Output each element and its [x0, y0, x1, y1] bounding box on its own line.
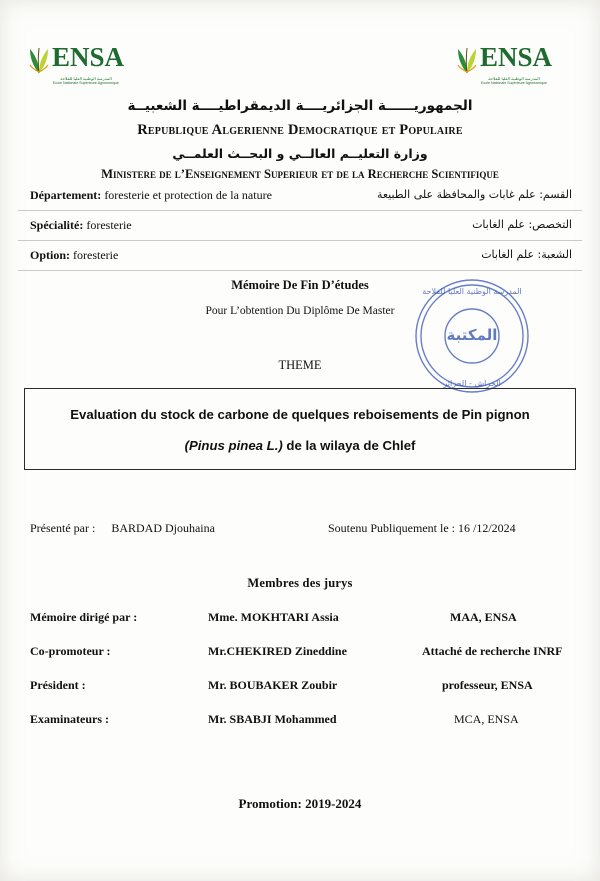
divider-1: [18, 210, 582, 211]
jury-role: Examinateurs :: [30, 712, 109, 726]
defence-date: [328, 521, 516, 536]
jury-person: Mr.CHEKIRED Zineddine: [208, 644, 347, 658]
jury-person: Mme. MOKHTARI Assia: [208, 610, 339, 624]
pour-obtention-line: Pour L’obtention Du Diplôme De Master: [205, 305, 395, 317]
jury-grade: Attaché de recherche INRF: [422, 644, 563, 658]
jury-role: Mémoire dirigé par :: [30, 610, 138, 624]
thesis-title-line1: Evaluation du stock de carbone de quelques reboisements de Pin pignon: [70, 407, 530, 422]
option-value-ar: علم الغابات: [481, 248, 535, 261]
divider-2: [18, 240, 582, 241]
option-value: foresterie: [73, 248, 119, 262]
specialite-label-ar: التخصص:: [528, 218, 572, 231]
departement-value: foresterie et protection de la nature: [104, 188, 272, 202]
jury-grade: professeur, ENSA: [442, 678, 533, 692]
thesis-title-line2: [185, 438, 416, 453]
ensa-subtitle-right-fr: Ecole Nationale Supérieure Agronomique: [481, 81, 547, 85]
ensa-subtitle-right: [456, 76, 572, 86]
ensa-subtitle-left-ar: المدرسة الوطنية العليا للفلاحة: [60, 76, 112, 81]
ensa-wordmark-right: ENSA: [480, 42, 553, 72]
presented-by-name: BARDAD Djouhaina: [111, 521, 215, 535]
option-label-ar: الشعبة:: [537, 248, 572, 261]
header-arabic-ministry: وزارة التعليــم العالــي و البحــث العلمــي: [172, 146, 428, 161]
jury-person: Mr. SBABJI Mohammed: [208, 712, 337, 726]
defence-date-value: 16 /12/2024: [458, 521, 516, 535]
thesis-title-species: (Pinus pinea L.): [184, 438, 283, 453]
option-label: Option:: [30, 248, 71, 262]
jury-role: Président :: [30, 678, 86, 692]
document-sheet: [18, 36, 582, 848]
specialite-line-ar: [472, 218, 572, 231]
jury-table: [30, 610, 570, 746]
departement-label-ar: القسم:: [539, 188, 572, 201]
option-line-ar: [481, 248, 572, 261]
jury-grade: MCA, ENSA: [454, 712, 519, 726]
ensa-logo-right: [454, 42, 572, 94]
departement-label: Département:: [30, 188, 102, 202]
ensa-logo-left: [26, 42, 144, 94]
ensa-subtitle-left-fr: Ecole Nationale Supérieure Agronomique: [53, 81, 119, 85]
jury-section-title: Membres des jurys: [247, 576, 353, 590]
specialite-value: foresterie: [86, 218, 132, 232]
jury-person: Mr. BOUBAKER Zoubir: [208, 678, 338, 692]
presented-by-label: Présenté par :: [30, 521, 96, 535]
presented-by: [30, 521, 215, 536]
table-row: [30, 644, 570, 678]
specialite-label: Spécialité:: [30, 218, 84, 232]
specialite-value-ar: علم الغابات: [472, 218, 525, 231]
svg-text:المدرسة الوطنية العليا للفلاحة: المدرسة الوطنية العليا للفلاحة: [422, 287, 522, 296]
wheat-leaf-icon: [454, 44, 480, 74]
option-line: [30, 248, 118, 263]
theme-label: THEME: [278, 358, 322, 372]
svg-text:الحراش - الجزائر: الحراش - الجزائر: [443, 379, 501, 388]
memoire-line: Mémoire De Fin D’études: [231, 278, 369, 292]
ensa-subtitle-right-ar: المدرسة الوطنية العليا للفلاحة: [488, 76, 540, 81]
departement-line-ar: [377, 188, 572, 201]
specialite-line: [30, 218, 132, 233]
wheat-leaf-icon: [26, 44, 52, 74]
promotion-line: Promotion: 2019-2024: [238, 796, 362, 811]
ensa-subtitle-left: [28, 76, 144, 86]
svg-text:المكتبة: المكتبة: [446, 326, 498, 344]
table-row: [30, 678, 570, 712]
table-row: [30, 610, 570, 644]
departement-value-ar: علم غابات والمحافظة على الطبيعة: [376, 188, 536, 201]
thesis-title-line2-rest: de la wilaya de Chlef: [282, 438, 416, 453]
departement-line: [30, 188, 272, 203]
jury-grade: MAA, ENSA: [450, 610, 517, 624]
table-row: [30, 712, 570, 746]
header-arabic-republic: الجمهوريــــــة الجزائريــــة الديمقراطيــــة الشعبيــة: [127, 98, 473, 114]
header-french-republic: Republique Algerienne Democratique et Populaire: [137, 122, 463, 138]
header-french-ministry: Ministere de l’Enseignement Superieur et de la Recherche Scientifique: [101, 167, 499, 181]
divider-3: [18, 270, 582, 271]
defence-date-label: Soutenu Publiquement le :: [328, 521, 455, 535]
thesis-title-box: [24, 388, 576, 470]
ensa-wordmark-left: ENSA: [52, 42, 125, 72]
jury-role: Co-promoteur :: [30, 644, 111, 658]
